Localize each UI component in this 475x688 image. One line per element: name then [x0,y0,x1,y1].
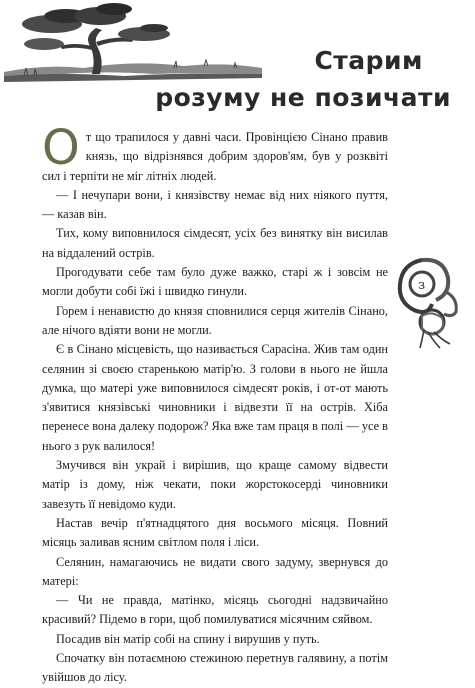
story-text [42,120,388,688]
paragraph: Спочатку він потаємною стежиною перетнув галявину, а потім увійшов до лісу. [42,651,388,685]
paragraph: — І нечупари вони, і князівству немає від них ніякого пуття, — казав він. [42,187,388,222]
paragraph: От що трапилося у давні часи. Провінцією Сінано правив князь, що відрізнявся добрим здоров'ям, був у розквіті сил і терпіти не міг літніх людей. [42,120,388,183]
drop-cap: О [42,120,80,176]
paragraph: Прогодувати себе там було дуже важко, старі ж і зовсім не могли добути собі їжі і швидко гинули. [42,265,388,299]
paragraph: Тих, кому виповнилося сімдесят, усіх без винятку він висилав на віддалений острів. [42,226,388,260]
paragraph: Горем і ненавистю до князя сповнилися серця жителів Сінано, але нічого вдіяти вони не могли. [42,303,388,337]
svg-text:з: з [418,278,426,293]
paragraph: Посадив він матір собі на спину і вирушив у путь. [56,631,320,646]
title-line-1: Старим [314,46,423,75]
paragraph: Є в Сінано місцевість, що називається Сарасіна. Жив там один селянин зі своєю старенькою матір'ю. З голови в нього не йшла думка, що матері уже виповнилося сімдесят років, і от-от мають з'явитися князівські чиновники і відвезти її на острів. Хіба перенесе вона далеку подорож? Яка вже там праця в полі — усе в нього з рук валилося! [42,342,388,453]
page-title [155,42,451,116]
paragraph: — Чи не правда, матінко, місяць сьогодні надзвичайно красивий? Підемо в гори, щоб помилуватися місячним сяйвом. [42,593,388,627]
knot-ornament-illustration [392,252,464,352]
paragraph: Селянин, намагаючись не видати свого задуму, звернувся до матері: [42,554,388,588]
paragraph: Настав вечір п'ятнадцятого дня восьмого місяця. Повний місяць заливав ясним світлом поля і ліси. [42,515,388,550]
paragraph: Змучився він украй і вирішив, що краще самому відвести матір із дому, ніж чекати, поки жорстокосерді чиновники завезуть її невідомо куди. [42,458,388,511]
title-line-2: розуму не позичати [155,83,451,112]
